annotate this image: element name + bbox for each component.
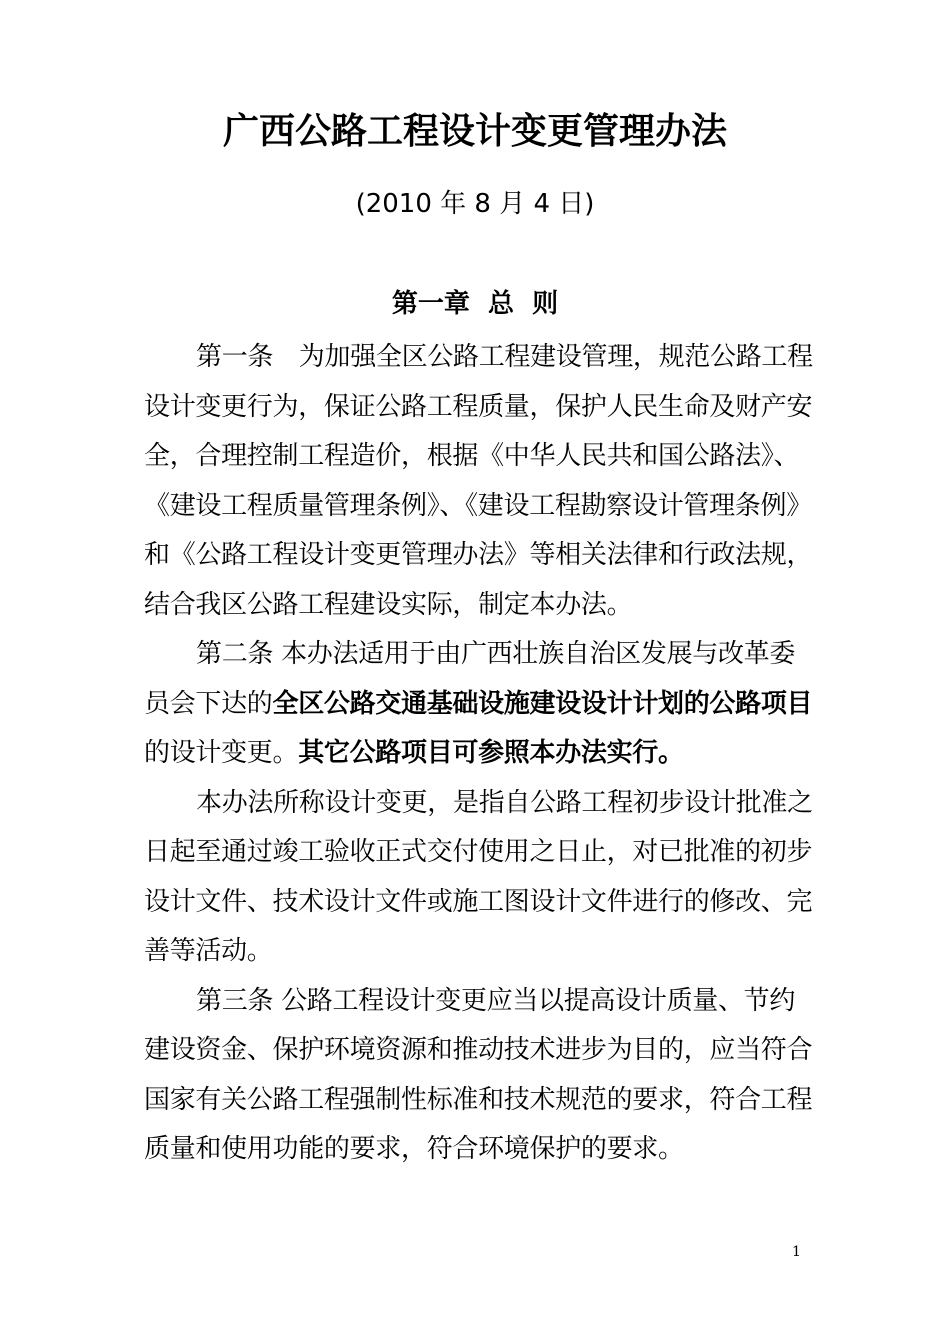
chapter-heading: 第一章 总 则: [391, 289, 559, 319]
article-2-bold-scope: 全区公路交通基础设施建设设计计划的公路项目: [272, 688, 813, 719]
page-number: 1: [792, 1244, 801, 1260]
definition-paragraph: 本办法所称设计变更，是指自公路工程初步设计批准之日起至通过竣工验收正式交付使用之日止，对已批准的初步设计文件、技术设计文件或施工图设计文件进行的修改、完善等活动。: [144, 787, 813, 966]
document-title: 广西公路工程设计变更管理办法: [222, 111, 727, 152]
article-2-text-continued: 的设计变更。: [144, 738, 299, 768]
article-2-bold-note: 其它公路项目可参照本办法实行。: [298, 738, 684, 768]
article-1-paragraph: 第一条 为加强全区公路工程建设管理，规范公路工程设计变更行为，保证公路工程质量，保护人民生命及财产安全，合理控制工程造价，根据《中华人民共和国公路法》、《建设工程质量管理条例》、《建设工程勘察设计管理条例》和《公路工程设计变更管理办法》等相关法律和行政法规，结合我区公路工程建设实际，制定本办法。: [144, 342, 813, 620]
article-2-text: 第二条 本办法适用于由广西壮族自治区发展与改革委员会下达的: [144, 639, 796, 719]
article-2-paragraph: [144, 630, 816, 779]
article-3-paragraph: 第三条 公路工程设计变更应当以提高设计质量、节约建设资金、保护环境资源和推动技术进步为目的，应当符合国家有关公路工程强制性标准和技术规范的要求，符合工程质量和使用功能的要求，符合环境保护的要求。: [144, 985, 813, 1164]
document-date: (2010 年 8 月 4 日): [355, 189, 595, 219]
document-body: [144, 333, 816, 1175]
